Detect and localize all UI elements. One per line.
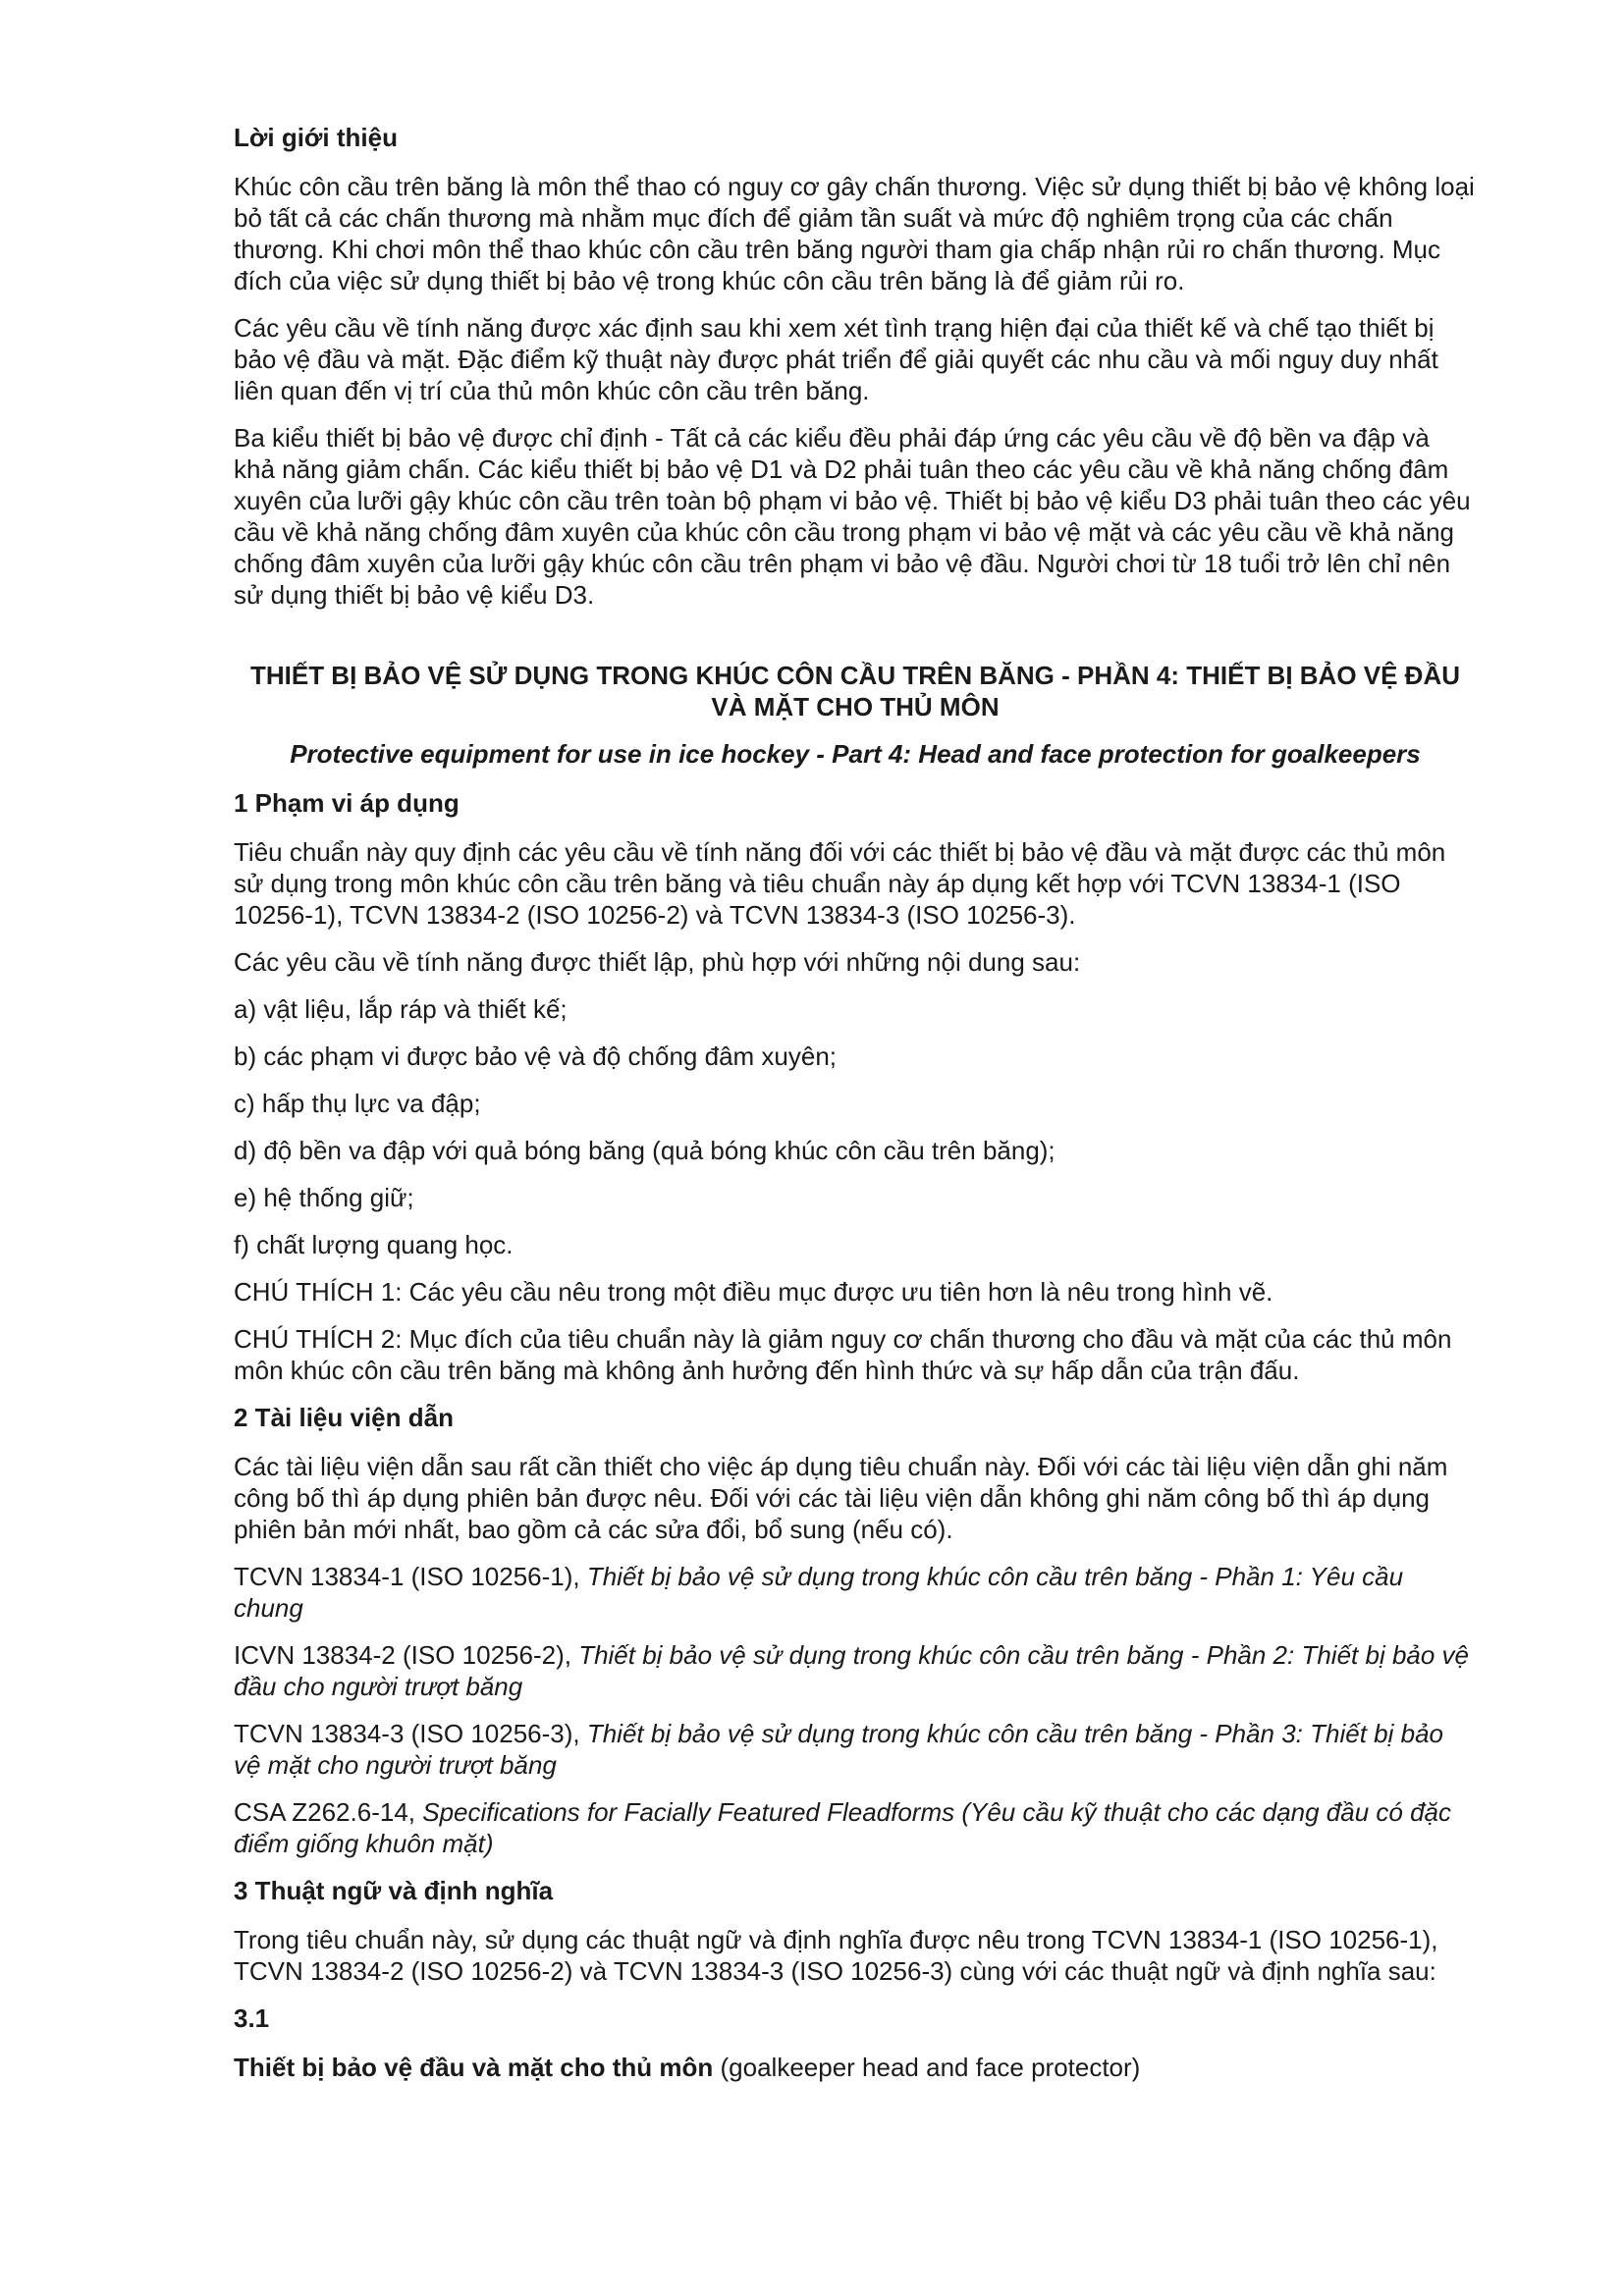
reference-title: Thiết bị bảo vệ sử dụng trong khúc côn cầu trên băng - Phần 2: Thiết bị bảo vệ đầu cho người trượt băng [234,1640,1470,1701]
section-1-paragraph-1: Tiêu chuẩn này quy định các yêu cầu về tính năng đối với các thiết bị bảo vệ đầu và mặt được các thủ môn sử dụng trong môn khúc côn cầu trên băng và tiêu chuẩn này áp dụng kết hợp với TCVN 13834-1 (ISO 10256-1), TCVN 13834-2 (ISO 10256-2) và TCVN 13834-3 (ISO 10256-3). [234,837,1446,930]
reference-title: Thiết bị bảo vệ sử dụng trong khúc côn cầu trên băng - Phần 1: Yêu cầu chung [234,1562,1404,1623]
reference-code: ICVN 13834-2 (ISO 10256-2), [234,1640,579,1670]
section-3-heading: 3 Thuật ngữ và định nghĩa [234,1876,554,1905]
section-2-heading: 2 Tài liệu viện dẫn [234,1403,454,1432]
reference-title: Specifications for Facially Featured Fleadforms (Yêu cầu kỹ thuật cho các dạng đầu có đặc điểm giống khuôn mặt) [234,1797,1452,1858]
term-definition [234,2052,1477,2083]
list-item: b) các phạm vi được bảo vệ và độ chống đâm xuyên; [234,1041,838,1071]
term-english: (goalkeeper head and face protector) [713,2053,1141,2082]
list-item: f) chất lượng quang học. [234,1230,514,1259]
intro-paragraph-3: Ba kiểu thiết bị bảo vệ được chỉ định - Tất cả các kiểu đều phải đáp ứng các yêu cầu về độ bền va đập và khả năng giảm chấn. Các kiểu thiết bị bảo vệ D1 và D2 phải tuân theo các yêu cầu về khả năng chống đâm xuyên của lưỡi gậy khúc côn cầu trên toàn bộ phạm vi bảo vệ. Thiết bị bảo vệ kiểu D3 phải tuân theo các yêu cầu về khả năng chống đâm xuyên của khúc côn cầu trong phạm vi bảo vệ mặt và các yêu cầu về khả năng chống đâm xuyên của lưỡi gậy khúc côn cầu trên phạm vi bảo vệ đầu. Người chơi từ 18 tuổi trở lên chỉ nên sử dụng thiết bị bảo vệ kiểu D3. [234,423,1471,610]
section-1-heading: 1 Phạm vi áp dụng [234,788,460,818]
list-item: a) vật liệu, lắp ráp và thiết kế; [234,994,568,1024]
intro-paragraph-1: Khúc côn cầu trên băng là môn thể thao có nguy cơ gây chấn thương. Việc sử dụng thiết bị bảo vệ không loại bỏ tất cả các chấn thương mà nhằm mục đích để giảm tần suất và mức độ nghiêm trọng của các chấn thương. Khi chơi môn thể thao khúc côn cầu trên băng người tham gia chấp nhận rủi ro chấn thương. Mục đích của việc sử dụng thiết bị bảo vệ trong khúc côn cầu trên băng là để giảm rủi ro. [234,172,1475,295]
reference-item [234,1718,1477,1781]
list-item: d) độ bền va đập với quả bóng băng (quả bóng khúc côn cầu trên băng); [234,1136,1056,1165]
note-1: CHÚ THÍCH 1: Các yêu cầu nêu trong một điều mục được ưu tiên hơn là nêu trong hình vẽ. [234,1277,1273,1307]
section-2-paragraph-1: Các tài liệu viện dẫn sau rất cần thiết cho việc áp dụng tiêu chuẩn này. Đối với các tài liệu viện dẫn ghi năm công bố thì áp dụng phiên bản được nêu. Đối với các tài liệu viện dẫn không ghi năm công bố thì áp dụng phiên bản mới nhất, bao gồm cả các sửa đổi, bổ sung (nếu có). [234,1452,1448,1544]
note-2: CHÚ THÍCH 2: Mục đích của tiêu chuẩn này là giảm nguy cơ chấn thương cho đầu và mặt của các thủ môn môn khúc côn cầu trên băng mà không ảnh hưởng đến hình thức và sự hấp dẫn của trận đấu. [234,1324,1452,1385]
reference-code: TCVN 13834-3 (ISO 10256-3), [234,1719,587,1748]
section-1-paragraph-2: Các yêu cầu về tính năng được thiết lập, phù hợp với những nội dung sau: [234,947,1081,977]
reference-code: TCVN 13834-1 (ISO 10256-1), [234,1562,587,1591]
list-item: c) hấp thụ lực va đập; [234,1089,481,1118]
reference-code: CSA Z262.6-14, [234,1797,423,1827]
reference-item [234,1796,1477,1859]
intro-heading: Lời giới thiệu [234,123,398,152]
clause-number: 3.1 [234,2003,270,2033]
reference-item [234,1561,1477,1624]
document-title-english: Protective equipment for use in ice hockey - Part 4: Head and face protection for goalkeepers [290,739,1421,769]
term-vietnamese: Thiết bị bảo vệ đầu và mặt cho thủ môn [234,2053,714,2082]
reference-item [234,1639,1477,1702]
reference-title: Thiết bị bảo vệ sử dụng trong khúc côn cầu trên băng - Phần 3: Thiết bị bảo vệ mặt cho người trượt băng [234,1719,1443,1780]
list-item: e) hệ thống giữ; [234,1183,414,1212]
section-3-paragraph-1: Trong tiêu chuẩn này, sử dụng các thuật ngữ và định nghĩa được nêu trong TCVN 13834-1 (ISO 10256-1), TCVN 13834-2 (ISO 10256-2) và TCVN 13834-3 (ISO 10256-3) cùng với các thuật ngữ và định nghĩa sau: [234,1925,1438,1986]
document-title: THIẾT BỊ BẢO VỆ SỬ DỤNG TRONG KHÚC CÔN CẦU TRÊN BĂNG - PHẦN 4: THIẾT BỊ BẢO VỆ ĐẦU VÀ MẶT CHO THỦ MÔN [249,661,1461,721]
intro-paragraph-2: Các yêu cầu về tính năng được xác định sau khi xem xét tình trạng hiện đại của thiết kế và chế tạo thiết bị bảo vệ đầu và mặt. Đặc điểm kỹ thuật này được phát triển để giải quyết các nhu cầu và mối nguy duy nhất liên quan đến vị trí của thủ môn khúc côn cầu trên băng. [234,313,1438,405]
requirements-list [234,993,1477,1260]
